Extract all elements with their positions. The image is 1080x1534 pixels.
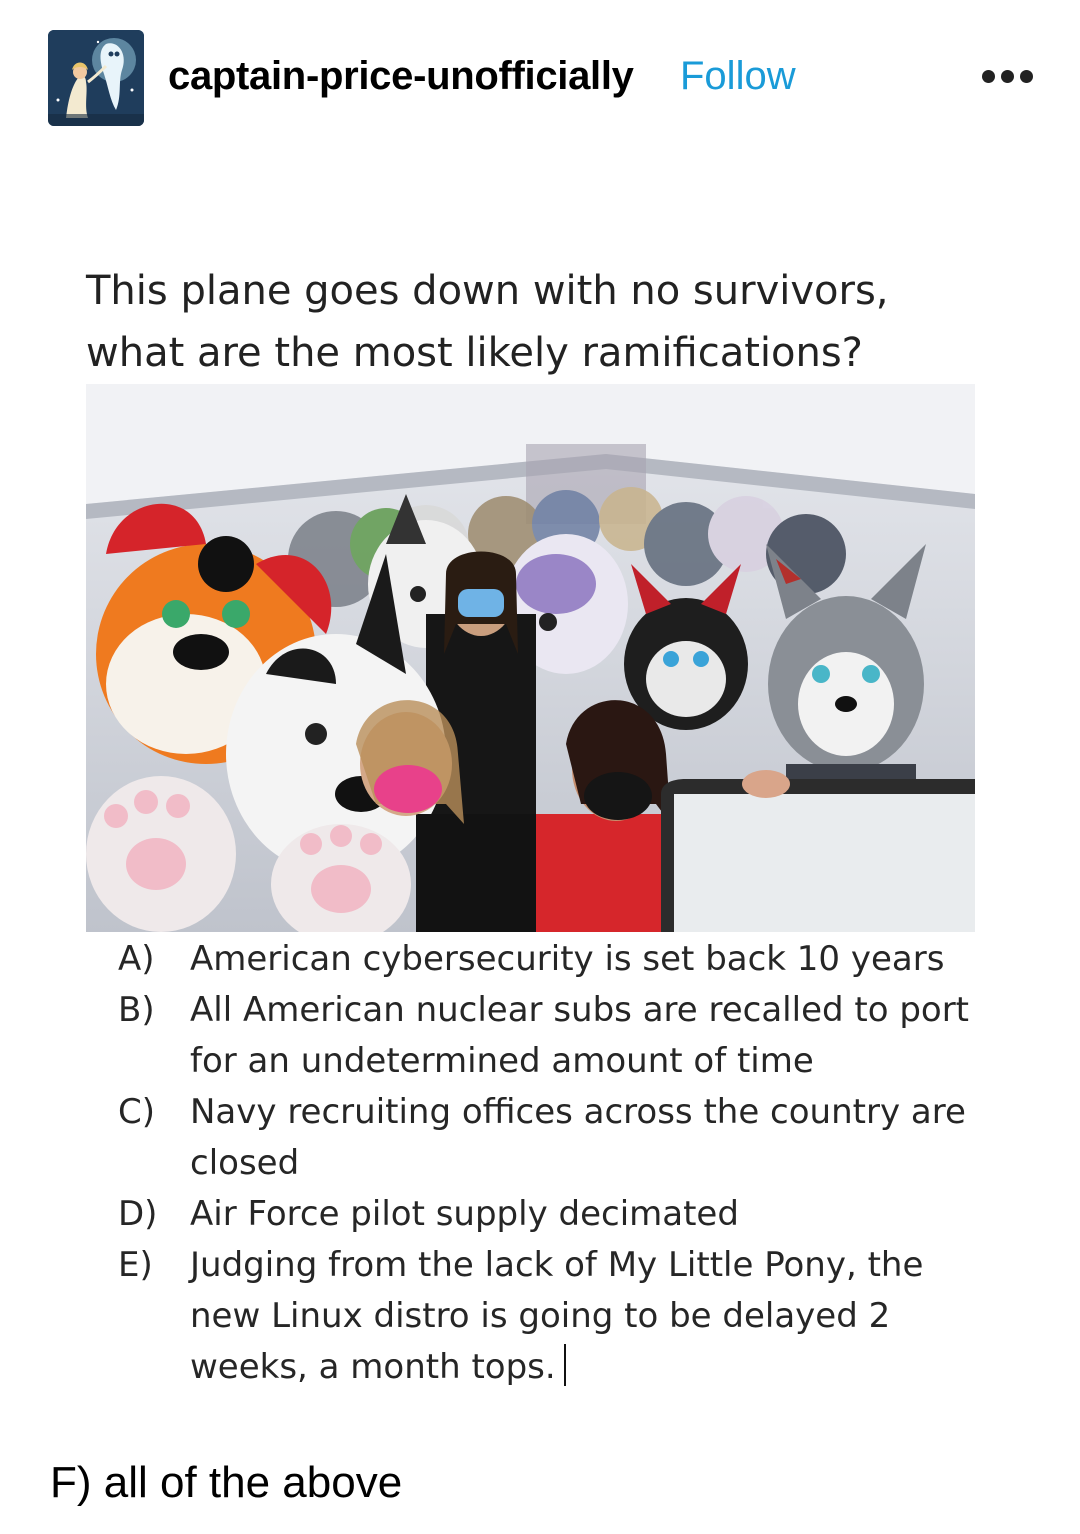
airplane-photo [86,384,975,932]
follow-button[interactable]: Follow [680,54,796,98]
ellipsis-icon[interactable] [978,64,1038,88]
ellipsis-dot [1001,70,1014,83]
question-line: what are the most likely ramifications? [86,330,863,376]
answer-letter: A) [118,939,155,979]
text-cursor [564,1344,566,1386]
cabin-scene-illustration [86,384,975,932]
answer-text: Judging from the lack of My Little Pony, the new Linux distro is going to be delayed 2 weeks, a month tops. [190,1245,924,1387]
answer-letter: C) [118,1092,156,1132]
post-image[interactable] [0,160,1080,1430]
post-header [0,0,1080,160]
answer-item [118,985,998,1087]
username-link[interactable]: captain-price-unofficially [168,54,634,98]
ellipsis-dot [982,70,995,83]
meme-question [86,260,986,384]
avatar-image [48,30,144,126]
answer-text: Navy recruiting offices across the country are closed [190,1092,966,1183]
answer-text: Air Force pilot supply decimated [190,1194,739,1234]
answer-text: All American nuclear subs are recalled to port for an undetermined amount of time [190,990,970,1081]
avatar[interactable] [48,30,144,126]
answer-letter: D) [118,1194,158,1234]
answer-item [118,934,998,985]
question-line: This plane goes down with no survivors, [86,268,889,314]
answer-letter: B) [118,990,155,1030]
post-caption: F) all of the above [50,1458,403,1507]
ellipsis-dot [1020,70,1033,83]
answer-item [118,1189,998,1240]
answer-item [118,1087,998,1189]
answer-item [118,1240,998,1393]
answer-list [118,934,998,1393]
answer-text: American cybersecurity is set back 10 years [190,939,945,979]
answer-letter: E) [118,1245,153,1285]
